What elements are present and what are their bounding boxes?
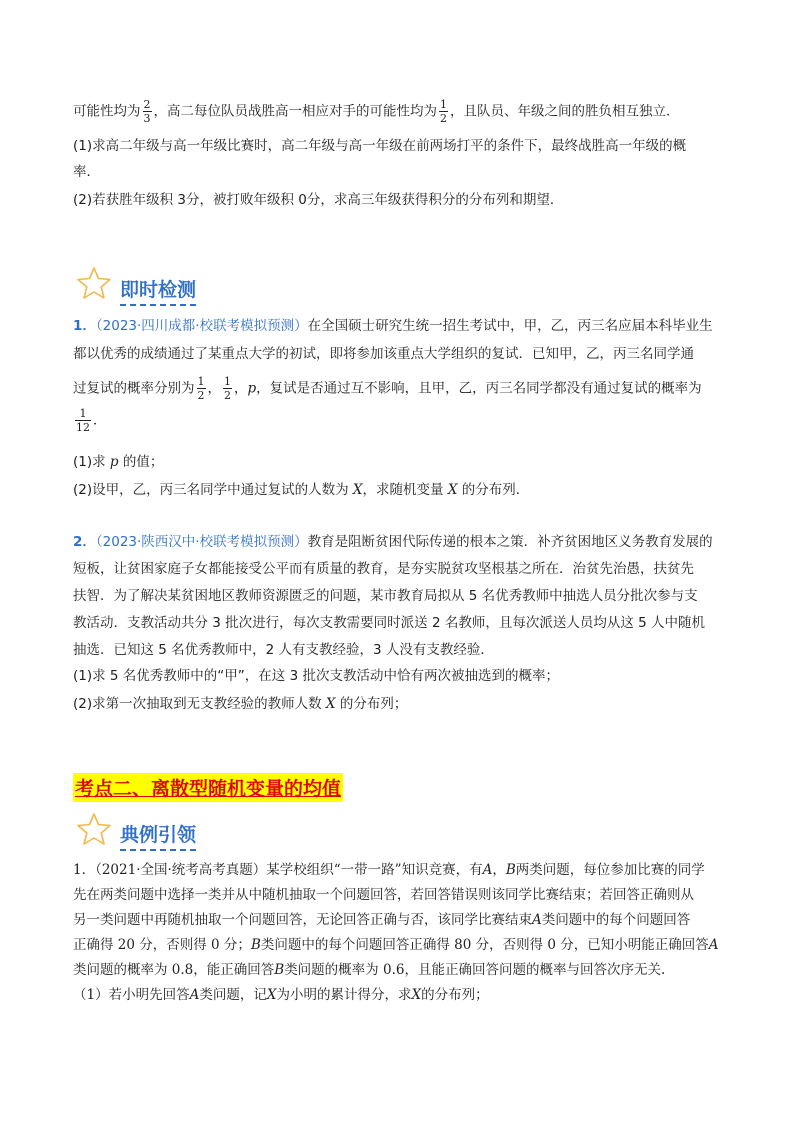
top-line-1: 可能性均为 $\frac{2}{3}$ ，高二每位队员战胜高一相应对手的可能性均为 $\frac{1}{2}$ ，且队员、年级之间的胜负相互独立． bbox=[73, 98, 680, 125]
q1-line-4: $\frac{1}{12}$ ． bbox=[76, 407, 107, 434]
fraction: $\frac{1}{2}$ bbox=[197, 375, 205, 402]
q3-line-3: 另一类问题中再随机抽取一个问题回答，无论回答正确与否，该同学比赛结束A类问题中的每个问题回答 bbox=[73, 912, 691, 928]
fraction: $\frac{1}{12}$ bbox=[76, 407, 90, 434]
fraction: $\frac{1}{2}$ bbox=[440, 98, 447, 125]
q1-sub-1: (1)求 p 的值； bbox=[73, 454, 164, 470]
fraction: $\frac{1}{2}$ bbox=[224, 375, 231, 402]
star-icon bbox=[76, 812, 112, 846]
top-line-3: 率． bbox=[73, 164, 100, 180]
q2-line-1: 2．（2023·陕西汉中·校联考模拟预测）教育是阻断贫困代际传递的根本之策．补齐贫困地区义务教育发展的 bbox=[73, 534, 713, 550]
q1-line-1: 1．（2023·四川成都·校联考模拟预测）在全国硕士研究生统一招生考试中，甲，乙，丙三名应届本科毕业生 bbox=[73, 318, 713, 334]
section-heading-instant-check: 即时检测 bbox=[120, 275, 196, 306]
fraction: $\frac{2}{3}$ bbox=[143, 98, 151, 125]
q3-line-1: 1．（2021·全国·统考高考真题）某学校组织“一带一路”知识竞赛，有A，B两类问题，每位参加比赛的同学 bbox=[73, 862, 705, 878]
q2-line-3: 扶智．为了解决某贫困地区教师资源匮乏的问题，某市教育局拟从 5 名优秀教师中抽选人员分批次参与支 bbox=[73, 588, 698, 604]
star-icon bbox=[76, 266, 112, 300]
q2-sub-1: (1)求 5 名优秀教师中的“甲”，在这 3 批次支教活动中恰有两次被抽选到的概率； bbox=[73, 668, 559, 684]
q3-line-4: 正确得 20 分，否则得 0 分；B类问题中的每个问题回答正确得 80 分，否则得 0 分，已知小明能正确回答A bbox=[73, 937, 719, 953]
q1-line-2: 都以优秀的成绩通过了某重点大学的初试，即将参加该重点大学组织的复试．已知甲，乙，丙三名同学通 bbox=[73, 346, 694, 362]
q1-line-3: 过复试的概率分别为 $\frac{1}{2}$ ， $\frac{1}{2}$ ，p，复试是否通过互不影响，且甲，乙，丙三名同学都没有通过复试的概率为 bbox=[73, 375, 702, 402]
top-line-2: (1)求高二年级与高一年级比赛时，高二年级与高一年级在前两场打平的条件下，最终战胜高一年级的概 bbox=[73, 138, 687, 154]
q3-line-5: 类问题的概率为 0.8，能正确回答B类问题的概率为 0.6，且能正确回答问题的概率与回答次序无关. bbox=[73, 962, 666, 978]
q3-line-6: （1）若小明先回答A类问题，记X为小明的累计得分，求X的分布列； bbox=[73, 987, 489, 1003]
section-title-discrete-mean: 考点二、离散型随机变量的均值 bbox=[73, 773, 343, 802]
q1-sub-2: (2)设甲，乙，丙三名同学中通过复试的人数为 X，求随机变量 X 的分布列． bbox=[73, 482, 530, 498]
q2-line-5: 抽选．已知这 5 名优秀教师中，2 人有支教经验，3 人没有支教经验． bbox=[73, 642, 494, 658]
q2-line-2: 短板，让贫困家庭子女都能接受公平而有质量的教育，是夯实脱贫攻坚根基之所在．治贫先治愚，扶贫先 bbox=[73, 561, 694, 577]
q2-line-4: 教活动．支教活动共分 3 批次进行，每次支教需要同时派送 2 名教师，且每次派送人员均从这 5 人中随机 bbox=[73, 615, 706, 631]
section-heading-example: 典例引领 bbox=[120, 820, 196, 851]
top-line-4: (2)若获胜年级积 3分，被打败年级积 0分，求高三年级获得积分的分布列和期望． bbox=[73, 192, 564, 208]
q3-line-2: 先在两类问题中选择一类并从中随机抽取一个问题回答，若回答错误则该同学比赛结束；若回答正确则从 bbox=[73, 887, 694, 903]
q2-sub-2: (2)求第一次抽取到无支教经验的教师人数 X 的分布列； bbox=[73, 696, 408, 712]
